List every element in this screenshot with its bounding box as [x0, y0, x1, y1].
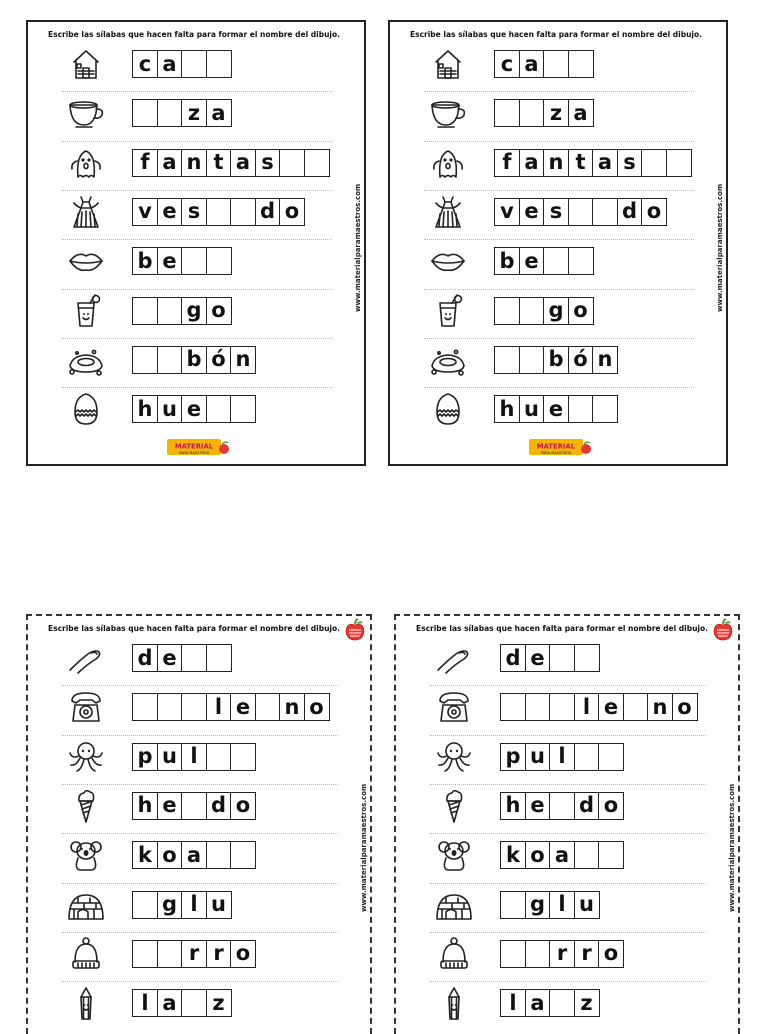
letter-boxes [132, 297, 232, 325]
egg-icon [66, 391, 106, 427]
letter-box: o [525, 841, 551, 869]
letter-box: o [304, 693, 330, 721]
empty-letter-box[interactable] [598, 743, 624, 771]
telephone-icon [66, 689, 106, 725]
letter-box: u [525, 743, 551, 771]
letter-box: u [157, 743, 183, 771]
letter-box: z [181, 99, 207, 127]
instruction-text: Escribe las sílabas que hacen falta para formar el nombre del dibujo. [48, 624, 340, 633]
empty-letter-box[interactable] [500, 940, 526, 968]
letter-box: r [549, 940, 575, 968]
empty-letter-box[interactable] [574, 743, 600, 771]
instruction-text: Escribe las sílabas que hacen falta para formar el nombre del dibujo. [410, 30, 702, 39]
letter-box: l [549, 891, 575, 919]
letter-box: d [206, 792, 232, 820]
exercise-row [424, 831, 730, 879]
letter-box: g [157, 891, 183, 919]
letter-box: d [500, 644, 526, 672]
letter-box: n [592, 346, 618, 374]
letter-box: o [230, 792, 256, 820]
website-url: www.materialparamaestros.com [354, 183, 362, 312]
letter-box: l [574, 693, 600, 721]
empty-letter-box[interactable] [525, 940, 551, 968]
igloo-icon [434, 887, 474, 923]
exercise-row [418, 336, 718, 384]
letter-box: o [641, 198, 667, 226]
pencil-icon [66, 985, 106, 1021]
empty-letter-box[interactable] [304, 149, 330, 177]
exercise-row [56, 336, 356, 384]
letter-box: e [157, 792, 183, 820]
exercise-row [56, 782, 362, 830]
letter-box: r [181, 940, 207, 968]
letter-box: n [543, 149, 569, 177]
empty-letter-box[interactable] [549, 693, 575, 721]
letter-boxes [132, 149, 330, 177]
letter-boxes [494, 346, 618, 374]
empty-letter-box[interactable] [230, 198, 256, 226]
igloo-icon [66, 887, 106, 923]
empty-letter-box[interactable] [206, 644, 232, 672]
letter-boxes [132, 198, 305, 226]
empty-letter-box[interactable] [598, 841, 624, 869]
letter-box: l [206, 693, 232, 721]
house-icon [428, 46, 468, 82]
empty-letter-box[interactable] [549, 989, 575, 1017]
letter-box: o [598, 792, 624, 820]
letter-box: p [132, 743, 158, 771]
exercise-row [56, 89, 356, 137]
empty-letter-box[interactable] [206, 743, 232, 771]
empty-letter-box[interactable] [574, 841, 600, 869]
empty-letter-box[interactable] [230, 743, 256, 771]
letter-box: a [549, 841, 575, 869]
letter-box: e [157, 198, 183, 226]
exercise-row [418, 188, 718, 236]
empty-letter-box[interactable] [132, 891, 158, 919]
empty-letter-box[interactable] [157, 940, 183, 968]
letter-box: l [181, 743, 207, 771]
exercise-row [424, 634, 730, 682]
letter-boxes [500, 940, 624, 968]
letter-box: l [132, 989, 158, 1017]
empty-letter-box[interactable] [543, 50, 569, 78]
octopus-icon [66, 739, 106, 775]
letter-box: t [568, 149, 594, 177]
letter-box: a [157, 989, 183, 1017]
letter-box: e [525, 792, 551, 820]
letter-box: v [132, 198, 158, 226]
lips-icon [428, 243, 468, 279]
letter-box: b [494, 247, 520, 275]
letter-boxes [500, 841, 624, 869]
letter-boxes [494, 247, 594, 275]
empty-letter-box[interactable] [181, 644, 207, 672]
letter-box: a [568, 99, 594, 127]
koala-icon [66, 837, 106, 873]
letter-box: a [206, 99, 232, 127]
letter-box: o [206, 297, 232, 325]
hat-icon [434, 936, 474, 972]
empty-letter-box[interactable] [519, 297, 545, 325]
letter-box: a [181, 841, 207, 869]
worksheet-card [26, 614, 372, 1034]
octopus-icon [434, 739, 474, 775]
letter-box: e [519, 198, 545, 226]
empty-letter-box[interactable] [230, 395, 256, 423]
letter-box: a [230, 149, 256, 177]
empty-letter-box[interactable] [181, 792, 207, 820]
ghost-icon [66, 145, 106, 181]
letter-box: b [543, 346, 569, 374]
letter-box: n [647, 693, 673, 721]
empty-letter-box[interactable] [157, 693, 183, 721]
exercise-row [56, 979, 362, 1027]
exercise-row [418, 237, 718, 285]
letter-boxes [132, 346, 256, 374]
letter-box: h [132, 395, 158, 423]
letter-box: g [525, 891, 551, 919]
empty-letter-box[interactable] [592, 395, 618, 423]
empty-letter-box[interactable] [494, 346, 520, 374]
letter-box: v [494, 198, 520, 226]
empty-letter-box[interactable] [666, 149, 692, 177]
exercise-row [56, 831, 362, 879]
brand-logo [167, 438, 229, 456]
svg-text:PARA MAESTROS: PARA MAESTROS [178, 451, 210, 455]
juice-glass-icon [66, 293, 106, 329]
letter-box: e [181, 395, 207, 423]
telephone-icon [434, 689, 474, 725]
letter-boxes [132, 743, 256, 771]
letter-box: z [543, 99, 569, 127]
letter-boxes [132, 940, 256, 968]
letter-box: n [279, 693, 305, 721]
letter-box: o [568, 297, 594, 325]
exercise-row [56, 634, 362, 682]
instruction-text: Escribe las sílabas que hacen falta para formar el nombre del dibujo. [48, 30, 340, 39]
letter-boxes [500, 743, 624, 771]
letter-boxes [132, 693, 330, 721]
letter-boxes [494, 50, 594, 78]
exercise-row [56, 40, 356, 88]
letter-box: a [592, 149, 618, 177]
svg-text:MATERIAL: MATERIAL [174, 442, 214, 451]
letter-box: l [549, 743, 575, 771]
letter-boxes [132, 247, 232, 275]
website-url: www.materialparamaestros.com [716, 183, 724, 312]
empty-letter-box[interactable] [592, 198, 618, 226]
letter-box: a [519, 50, 545, 78]
empty-letter-box[interactable] [641, 149, 667, 177]
letter-boxes [494, 149, 692, 177]
lips-icon [66, 243, 106, 279]
letter-box: d [132, 644, 158, 672]
exercise-row [56, 237, 356, 285]
empty-letter-box[interactable] [568, 198, 594, 226]
letter-box: z [206, 989, 232, 1017]
letter-box: s [181, 198, 207, 226]
letter-boxes [132, 891, 232, 919]
empty-letter-box[interactable] [181, 247, 207, 275]
exercise-row [56, 683, 362, 731]
empty-letter-box[interactable] [132, 693, 158, 721]
svg-text:PARA MAESTROS: PARA MAESTROS [540, 451, 572, 455]
cup-icon [428, 95, 468, 131]
exercise-row [424, 979, 730, 1027]
empty-letter-box[interactable] [181, 989, 207, 1017]
letter-box: o [672, 693, 698, 721]
empty-letter-box[interactable] [132, 346, 158, 374]
empty-letter-box[interactable] [623, 693, 649, 721]
cup-icon [66, 95, 106, 131]
letter-boxes [132, 841, 256, 869]
letter-box: d [255, 198, 281, 226]
ice-cream-icon [66, 788, 106, 824]
empty-letter-box[interactable] [568, 395, 594, 423]
letter-box: ó [568, 346, 594, 374]
letter-boxes [500, 989, 600, 1017]
pencil-icon [434, 985, 474, 1021]
letter-boxes [132, 989, 232, 1017]
soap-icon [66, 342, 106, 378]
letter-box: e [230, 693, 256, 721]
letter-box: e [157, 247, 183, 275]
letter-box: a [157, 149, 183, 177]
letter-box: s [543, 198, 569, 226]
empty-letter-box[interactable] [132, 297, 158, 325]
letter-box: f [494, 149, 520, 177]
soap-icon [428, 342, 468, 378]
letter-boxes [494, 198, 667, 226]
letter-boxes [132, 99, 232, 127]
letter-boxes [132, 792, 256, 820]
letter-boxes [500, 644, 600, 672]
exercise-row [424, 881, 730, 929]
empty-letter-box[interactable] [494, 99, 520, 127]
empty-letter-box[interactable] [519, 99, 545, 127]
exercise-row [424, 683, 730, 731]
empty-letter-box[interactable] [543, 247, 569, 275]
website-url: www.materialparamaestros.com [728, 783, 736, 912]
letter-box: d [617, 198, 643, 226]
letter-box: e [525, 644, 551, 672]
exercise-row [418, 287, 718, 335]
worksheet-card [394, 614, 740, 1034]
letter-box: c [494, 50, 520, 78]
empty-letter-box[interactable] [157, 346, 183, 374]
empty-letter-box[interactable] [206, 198, 232, 226]
empty-letter-box[interactable] [206, 841, 232, 869]
worksheet-card [26, 20, 366, 466]
empty-letter-box[interactable] [525, 693, 551, 721]
exercise-row [424, 733, 730, 781]
letter-boxes [132, 395, 256, 423]
egg-icon [428, 391, 468, 427]
letter-boxes [500, 891, 600, 919]
letter-box: d [574, 792, 600, 820]
brand-logo [529, 438, 591, 456]
exercise-row [56, 139, 356, 187]
letter-box: t [206, 149, 232, 177]
letter-box: a [157, 50, 183, 78]
letter-box: e [519, 247, 545, 275]
dress-icon [428, 194, 468, 230]
letter-box: o [230, 940, 256, 968]
dress-icon [66, 194, 106, 230]
letter-box: h [494, 395, 520, 423]
exercise-row [56, 881, 362, 929]
letter-box: o [279, 198, 305, 226]
empty-letter-box[interactable] [549, 644, 575, 672]
empty-letter-box[interactable] [494, 297, 520, 325]
letter-box: u [157, 395, 183, 423]
letter-boxes [500, 693, 698, 721]
letter-box: n [181, 149, 207, 177]
letter-box: k [500, 841, 526, 869]
letter-box: e [598, 693, 624, 721]
letter-box: g [181, 297, 207, 325]
letter-box: c [132, 50, 158, 78]
instruction-text: Escribe las sílabas que hacen falta para formar el nombre del dibujo. [416, 624, 708, 633]
empty-letter-box[interactable] [230, 841, 256, 869]
letter-box: h [132, 792, 158, 820]
letter-box: p [500, 743, 526, 771]
exercise-row [56, 287, 356, 335]
exercise-row [418, 89, 718, 137]
letter-box: g [543, 297, 569, 325]
empty-letter-box[interactable] [500, 693, 526, 721]
ice-cream-icon [434, 788, 474, 824]
website-url: www.materialparamaestros.com [360, 783, 368, 912]
letter-box: e [157, 644, 183, 672]
exercise-row [56, 385, 356, 433]
empty-letter-box[interactable] [568, 247, 594, 275]
letter-box: a [519, 149, 545, 177]
letter-box: z [574, 989, 600, 1017]
hat-icon [66, 936, 106, 972]
letter-boxes [494, 297, 594, 325]
letter-box: s [617, 149, 643, 177]
letter-box: s [255, 149, 281, 177]
exercise-row [418, 139, 718, 187]
koala-icon [434, 837, 474, 873]
letter-box: u [574, 891, 600, 919]
letter-boxes [500, 792, 624, 820]
finger-icon [66, 640, 106, 676]
exercise-row [418, 40, 718, 88]
letter-box: r [206, 940, 232, 968]
empty-letter-box[interactable] [255, 693, 281, 721]
letter-box: e [543, 395, 569, 423]
letter-box: n [230, 346, 256, 374]
letter-box: l [500, 989, 526, 1017]
letter-box: f [132, 149, 158, 177]
exercise-row [56, 930, 362, 978]
empty-letter-box[interactable] [132, 99, 158, 127]
letter-box: r [574, 940, 600, 968]
letter-box: a [525, 989, 551, 1017]
house-icon [66, 46, 106, 82]
letter-boxes [132, 50, 232, 78]
letter-box: b [132, 247, 158, 275]
empty-letter-box[interactable] [206, 395, 232, 423]
letter-box: u [519, 395, 545, 423]
letter-box: k [132, 841, 158, 869]
empty-letter-box[interactable] [206, 50, 232, 78]
letter-box: l [181, 891, 207, 919]
exercise-row [56, 188, 356, 236]
empty-letter-box[interactable] [549, 792, 575, 820]
letter-box: u [206, 891, 232, 919]
exercise-row [56, 733, 362, 781]
empty-letter-box[interactable] [157, 297, 183, 325]
empty-letter-box[interactable] [568, 50, 594, 78]
empty-letter-box[interactable] [574, 644, 600, 672]
letter-box: h [500, 792, 526, 820]
empty-letter-box[interactable] [519, 346, 545, 374]
letter-box: b [181, 346, 207, 374]
letter-boxes [494, 99, 594, 127]
letter-box: ó [206, 346, 232, 374]
ghost-icon [428, 145, 468, 181]
exercise-row [424, 930, 730, 978]
empty-letter-box[interactable] [279, 149, 305, 177]
empty-letter-box[interactable] [500, 891, 526, 919]
exercise-row [418, 385, 718, 433]
letter-box: o [598, 940, 624, 968]
empty-letter-box[interactable] [157, 99, 183, 127]
empty-letter-box[interactable] [181, 693, 207, 721]
worksheet-card [388, 20, 728, 466]
juice-glass-icon [428, 293, 468, 329]
empty-letter-box[interactable] [132, 940, 158, 968]
letter-boxes [132, 644, 232, 672]
svg-text:MATERIAL: MATERIAL [536, 442, 576, 451]
letter-box: o [157, 841, 183, 869]
empty-letter-box[interactable] [181, 50, 207, 78]
letter-boxes [494, 395, 618, 423]
finger-icon [434, 640, 474, 676]
empty-letter-box[interactable] [206, 247, 232, 275]
exercise-row [424, 782, 730, 830]
